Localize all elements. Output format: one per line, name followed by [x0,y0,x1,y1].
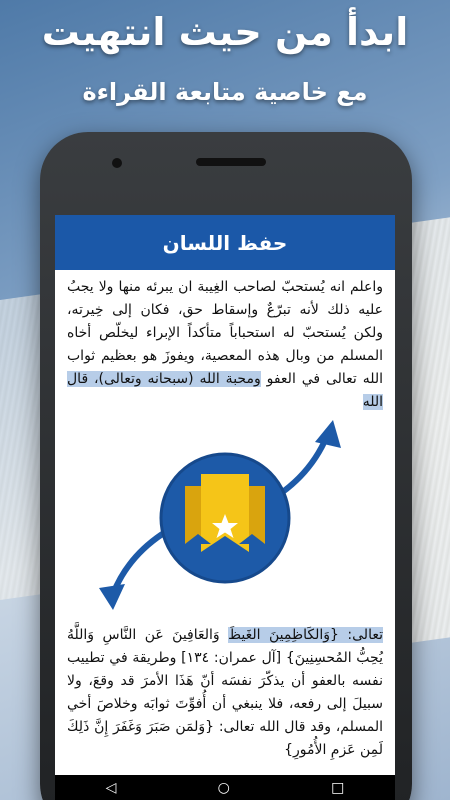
article-text: وَالعَافِينَ عَن النَّاسِ وَاللَّهُ يُحِبُّ المُحسِنِينَ} [آل عمران: ١٣٤] وطريقة في تطييب نفسه بالعفو أن يذكّرَ نفسَه أنّ هَذَا الأمرَ قد وقعَ، ولا سبيلَ إلى رفعه، فلا ينبغي أن أُفوِّتَ ثوابَه وخلاصَ أخي المسلم، وقد قال الله تعالى: {وَلمَن صَبَرَ وَغَفَرَ إِنَّ ذَلِكَ لَمِن عَزمِ الأُمُورِ} [67,627,383,758]
promo-headline: ابدأ من حيث انتهيت [41,10,409,54]
highlighted-text[interactable]: ومحبة الله (سبحانه وتعالى)، قال الله [67,371,383,410]
highlighted-text[interactable]: تعالى: {وَالكَاظِمِينَ الغَيظَ [228,627,383,643]
app-bar [55,215,395,270]
phone-speaker [196,158,266,166]
article-paragraph-1[interactable] [55,270,395,414]
recents-square-icon[interactable]: □ [331,779,345,796]
promo-subheadline: مع خاصية متابعة القراءة [82,78,368,106]
android-nav-bar [55,775,395,800]
app-screen [55,215,395,775]
app-title: حفظ اللسان [162,230,288,255]
resume-reading-logo [55,418,395,618]
bookmark-star-logo-icon [55,418,395,618]
article-paragraph-2[interactable] [55,618,395,762]
phone-camera [112,158,122,168]
home-circle-icon[interactable]: ○ [217,779,230,796]
article-text: واعلم انه يُستحبّ لصاحب الغِيبة ان يبرئه منها ولا يجبُ عليه ذلك لأنه تبرّعٌ وإسقاط حق، فكان إلى خِيرته، ولكن يُستحبّ له استحباباً متأكداً الإبراء ليخلّص أخاه المسلم من وبال هذه المعصية، ويفوزَ هو بعظيم ثواب الله تعالى في العفو [67,279,383,387]
back-triangle-icon[interactable]: ◁ [105,779,117,796]
